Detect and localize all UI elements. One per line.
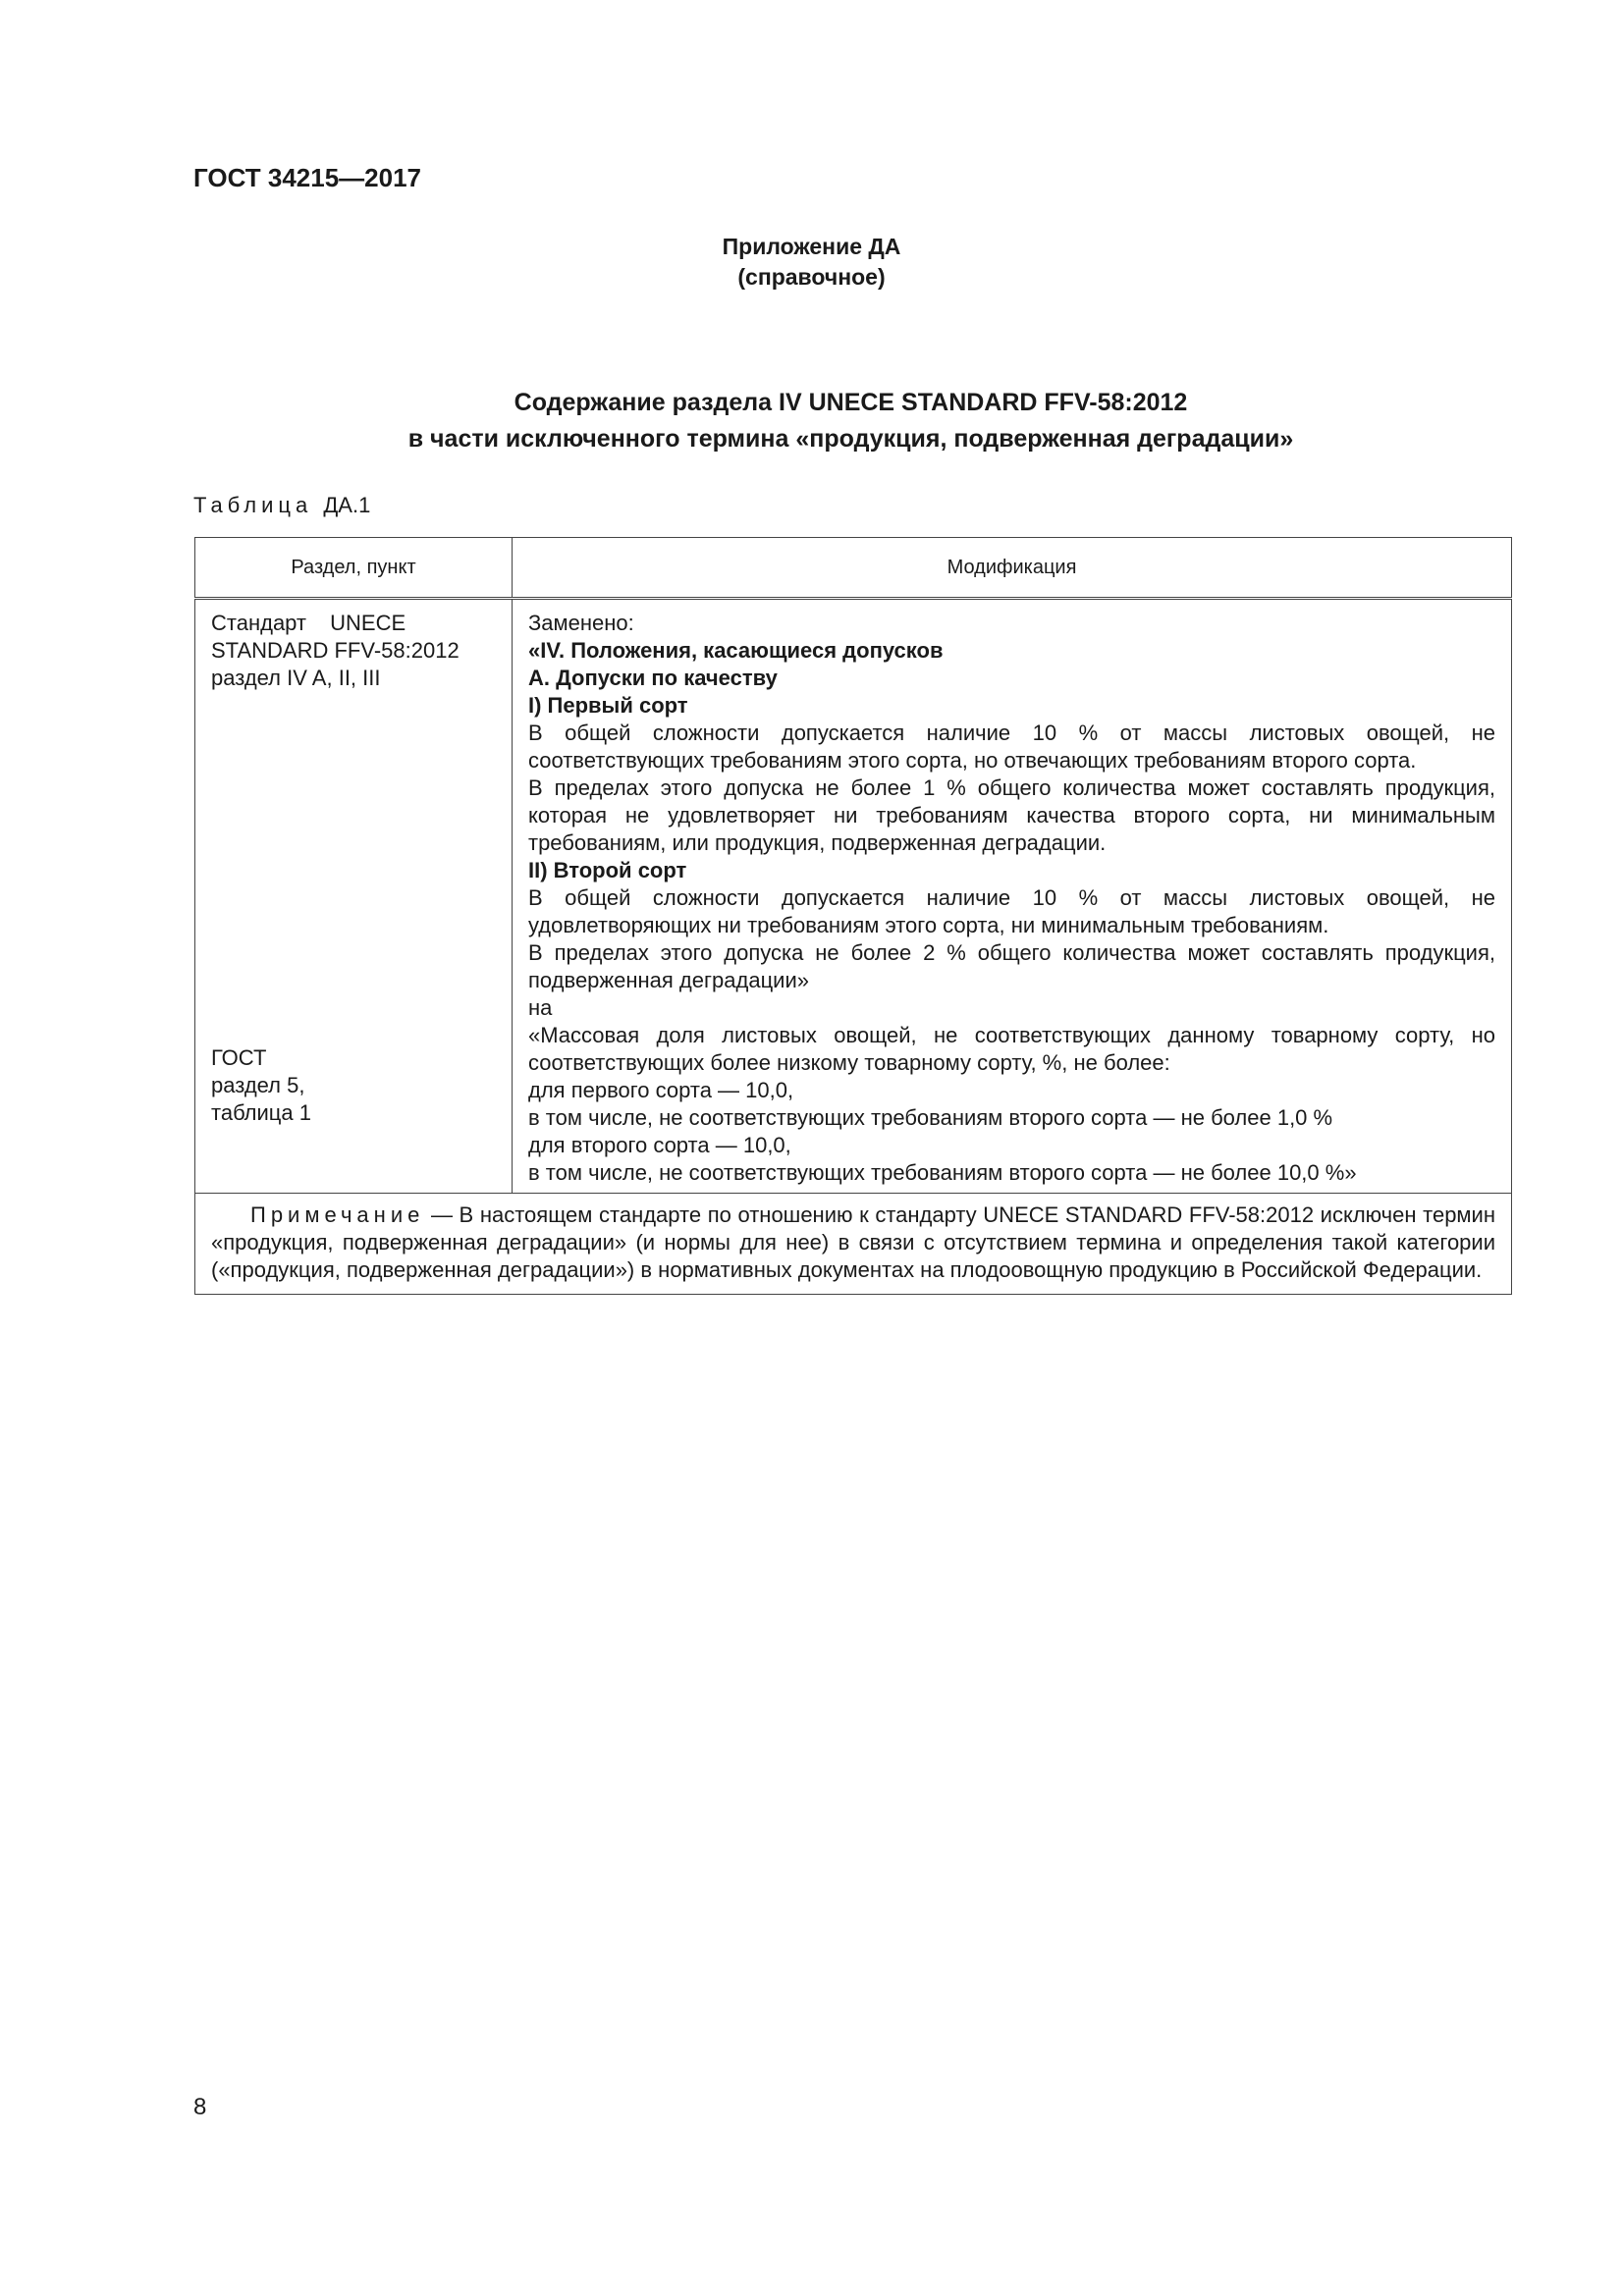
on-label: на: [528, 995, 553, 1020]
section-title: [0, 385, 1623, 457]
page-number: 8: [193, 2094, 207, 2120]
section-title-line1: Содержание раздела IV UNECE STANDARD FFV-58:2012: [514, 389, 1188, 416]
header-modification: Модификация: [513, 538, 1512, 599]
note-row: [195, 1194, 1512, 1295]
section-heading: «IV. Положения, касающиеся допусков: [528, 638, 944, 663]
first-grade-heading: I) Первый сорт: [528, 693, 688, 718]
annex-title: Приложение ДА: [722, 234, 901, 259]
table-row: [195, 599, 1512, 1194]
second-grade-heading: II) Второй сорт: [528, 858, 687, 882]
gost-line: таблица 1: [211, 1100, 311, 1125]
gost-line: ГОСТ: [211, 1045, 267, 1070]
gost-reference: [211, 1044, 311, 1127]
source-reference: [211, 610, 500, 692]
second-grade-paragraph: В пределах этого допуска не более 2 % общего количества может составлять продукция, подверженная деградации»: [528, 940, 1495, 992]
gost-line: раздел 5,: [211, 1073, 305, 1097]
table-header-row: [195, 538, 1512, 599]
annex-heading: [0, 232, 1623, 293]
source-line: раздел IV A, II, III: [211, 666, 381, 690]
source-line: STANDARD FFV-58:2012: [211, 638, 460, 663]
modification-table: [194, 537, 1512, 1295]
document-code: ГОСТ 34215—2017: [193, 163, 421, 192]
section-cell: [195, 599, 513, 1194]
section-title-line2: в части исключенного термина «продукция, подверженная деградации»: [407, 425, 1294, 453]
table-label-word: Таблица: [193, 493, 313, 517]
new-text-line: в том числе, не соответствующих требованиям второго сорта — не более 10,0 %»: [528, 1160, 1357, 1185]
subsection-heading: А. Допуски по качеству: [528, 666, 778, 690]
table-label-number: ДА.1: [323, 493, 371, 517]
replaced-label: Заменено:: [528, 611, 634, 635]
new-text-paragraph: «Массовая доля листовых овощей, не соответствующих данному товарному сорту, но соответствующих более низкому товарному сорту, %, не более:: [528, 1023, 1495, 1075]
header-section: Раздел, пункт: [195, 538, 513, 599]
first-grade-paragraph: В общей сложности допускается наличие 10 % от массы листовых овощей, не соответствующих требованиям этого сорта, но отвечающих требованиям второго сорта.: [528, 721, 1495, 773]
modification-cell: [513, 599, 1512, 1194]
annex-subtitle: (справочное): [737, 264, 886, 290]
note-cell: [195, 1194, 1512, 1295]
new-text-line: для первого сорта — 10,0,: [528, 1078, 794, 1102]
second-grade-paragraph: В общей сложности допускается наличие 10 % от массы листовых овощей, не удовлетворяющих ни требованиям этого сорта, ни минимальным требованиям.: [528, 885, 1495, 937]
note-text: — В настоящем стандарте по отношению к стандарту UNECE STANDARD FFV-58:2012 исключен термин «продукция, подверженная деградации» (и нормы для нее) в связи с отсутствием термина и определения такой категории («продукция, подверженная деградации») в нормативных документах на плодоовощную продукцию в Российской Федерации.: [211, 1202, 1495, 1282]
table-label: [193, 493, 370, 518]
source-line: Стандарт UNECE: [211, 611, 406, 635]
first-grade-paragraph: В пределах этого допуска не более 1 % общего количества может составлять продукция, которая не удовлетворяет ни требованиям качества второго сорта, ни минимальным требованиям, или продукция, подверженная деградации.: [528, 775, 1495, 855]
note-label: Примечание: [250, 1202, 425, 1227]
new-text-line: в том числе, не соответствующих требованиям второго сорта — не более 1,0 %: [528, 1105, 1333, 1130]
new-text-line: для второго сорта — 10,0,: [528, 1133, 791, 1157]
